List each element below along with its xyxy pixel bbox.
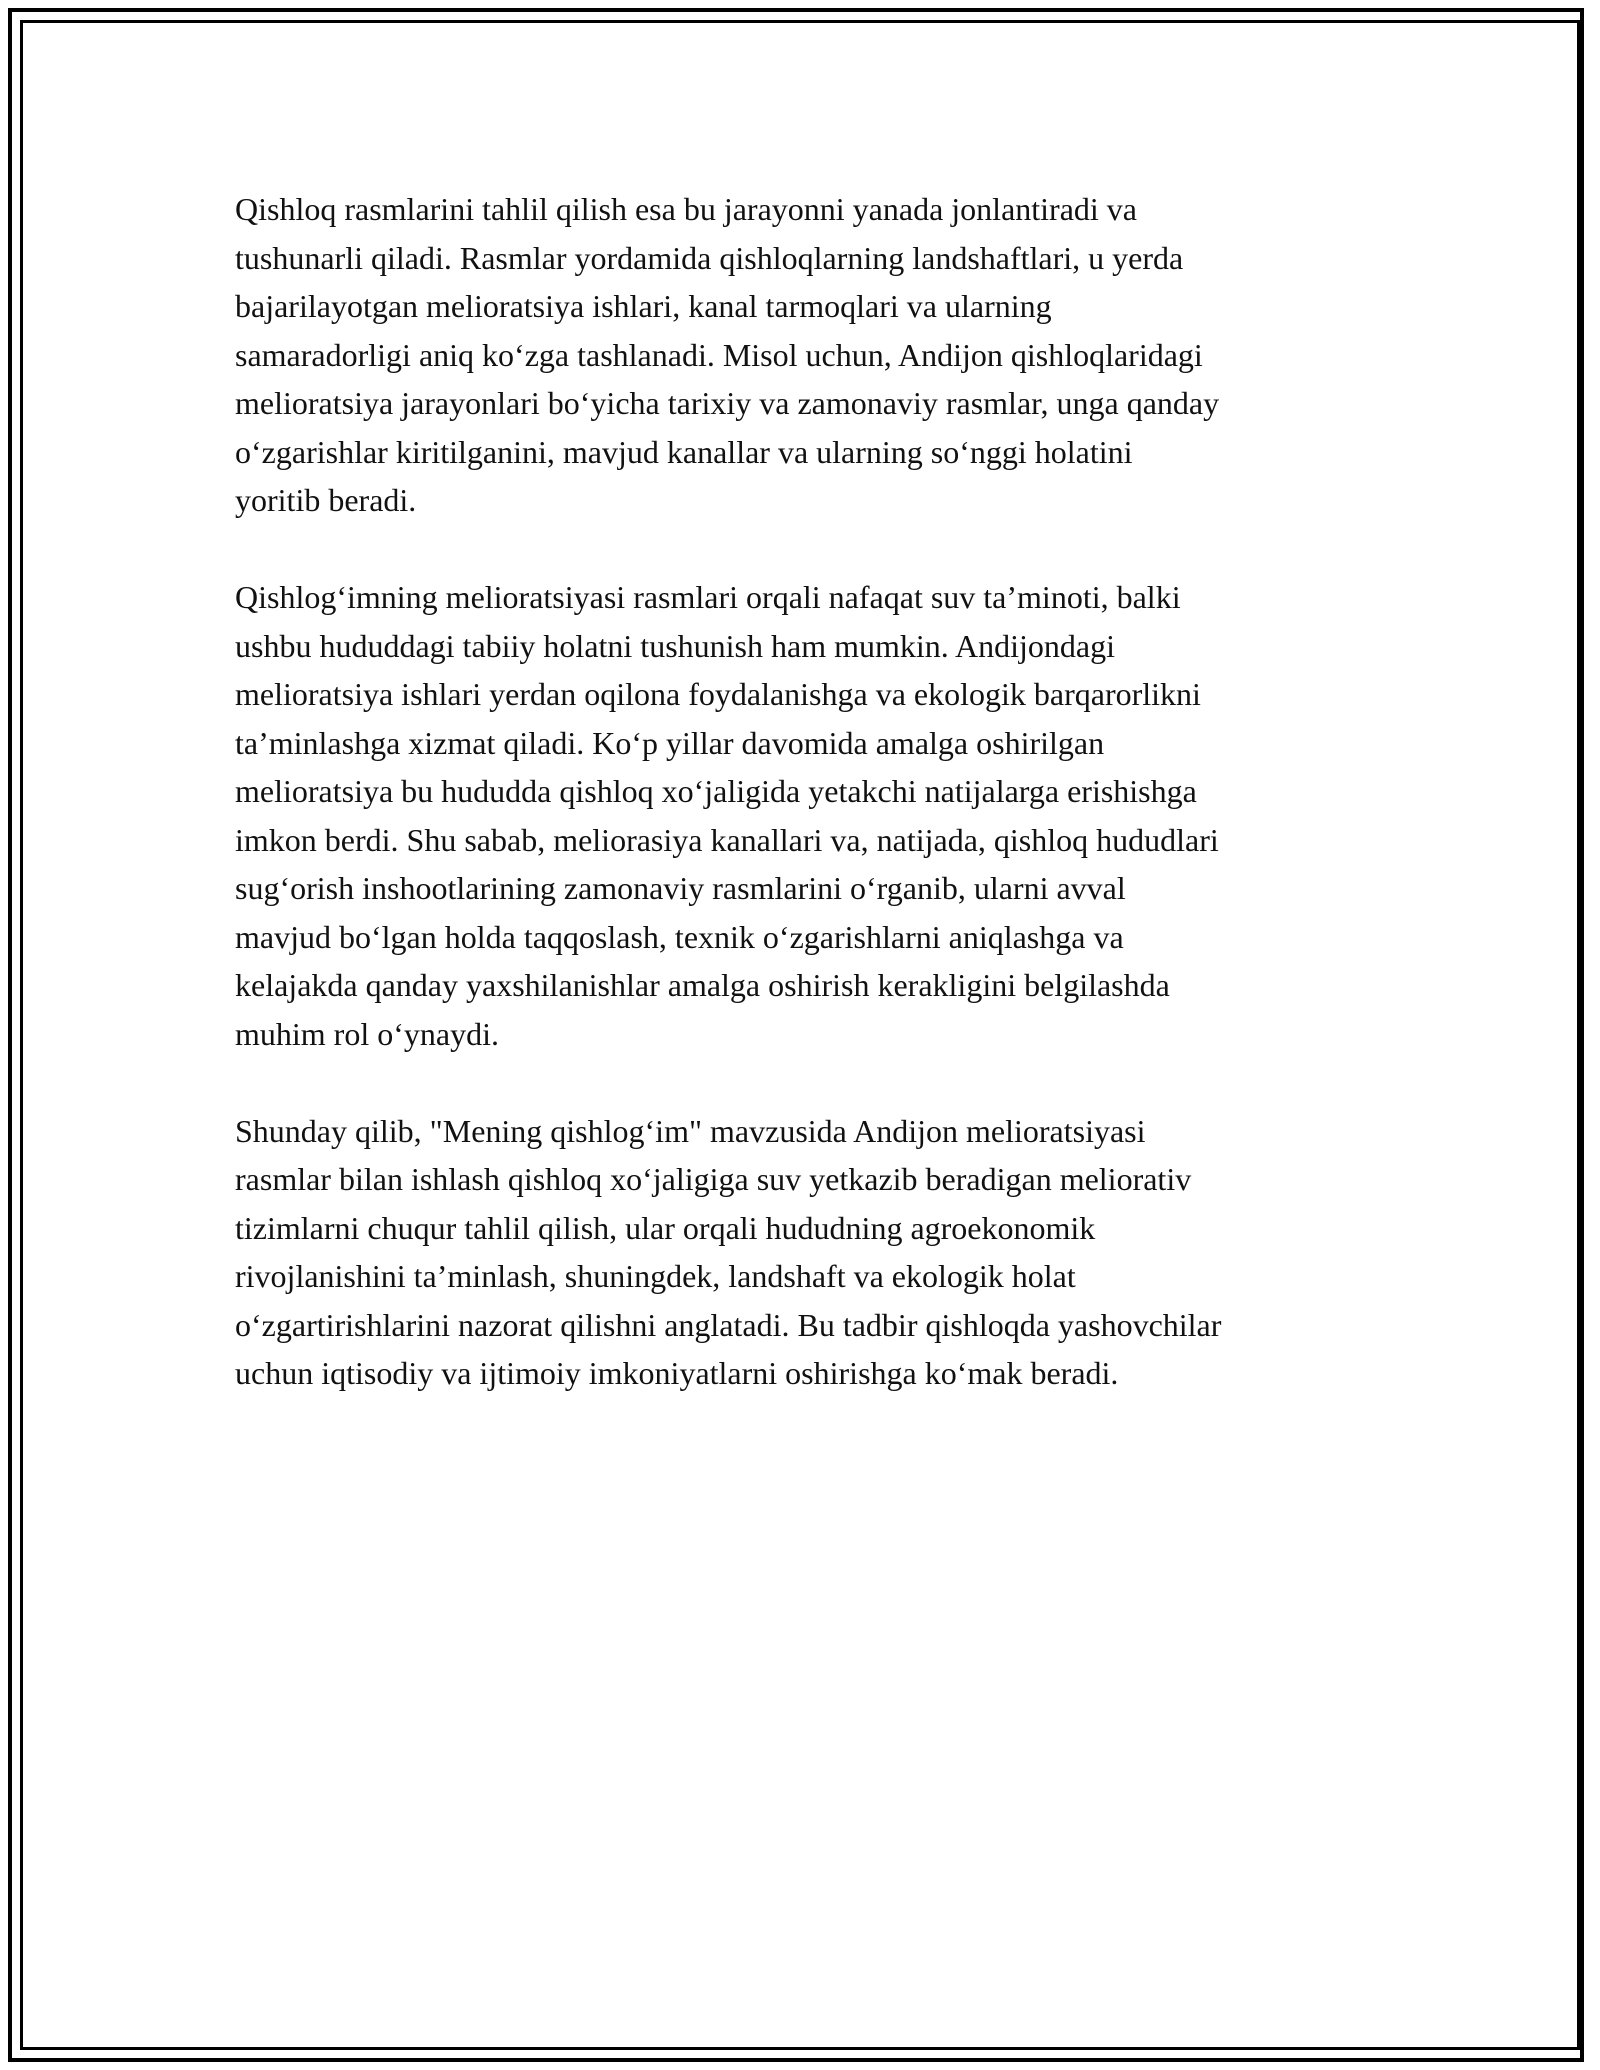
document-body — [235, 185, 1375, 1446]
paragraph-2: Qishlogʻimning melioratsiyasi rasmlari orqali nafaqat suv taʼminoti, balki ushbu hududdagi tabiiy holatni tushunish ham mumkin. Andijondagi melioratsiya ishlari yerdan oqilona foydalanishga va ekologik barqarorlikni taʼminlashga xizmat qiladi. Koʻp yillar davomida amalga oshirilgan melioratsiya bu hududda qishloq xoʻjaligida yetakchi natijalarga erishishga imkon berdi. Shu sabab, meliorasiya kanallari va, natijada, qishloq hududlari sugʻorish inshootlarining zamonaviy rasmlarini oʻrganib, ularni avval mavjud boʻlgan holda taqqoslash, texnik oʻzgarishlarni aniqlashga va kelajakda qanday yaxshilanishlar amalga oshirish kerakligini belgilashda muhim rol oʻynaydi. — [235, 579, 1219, 1052]
paragraph-1: Qishloq rasmlarini tahlil qilish esa bu jarayonni yanada jonlantiradi va tushunarli qiladi. Rasmlar yordamida qishloqlarning landshaftlari, u yerda bajarilayotgan melioratsiya ishlari, kanal tarmoqlari va ularning samaradorligi aniq koʻzga tashlanadi. Misol uchun, Andijon qishloqlaridagi melioratsiya jarayonlari boʻyicha tarixiy va zamonaviy rasmlar, unga qanday oʻzgarishlar kiritilganini, mavjud kanallar va ularning soʻnggi holatini yoritib beradi. — [235, 191, 1220, 518]
paragraph-3: Shunday qilib, "Mening qishlogʻim" mavzusida Andijon melioratsiyasi rasmlar bilan ishlash qishloq xoʻjaligiga suv yetkazib beradigan meliorativ tizimlarni chuqur tahlil qilish, ular orqali hududning agroekonomik rivojlanishini taʼminlash, shuningdek, landshaft va ekologik holat oʻzgartirishlarini nazorat qilishni anglatadi. Bu tadbir qishloqda yashovchilar uchun iqtisodiy va ijtimoiy imkoniyatlarni oshirishga koʻmak beradi. — [235, 1112, 1222, 1391]
